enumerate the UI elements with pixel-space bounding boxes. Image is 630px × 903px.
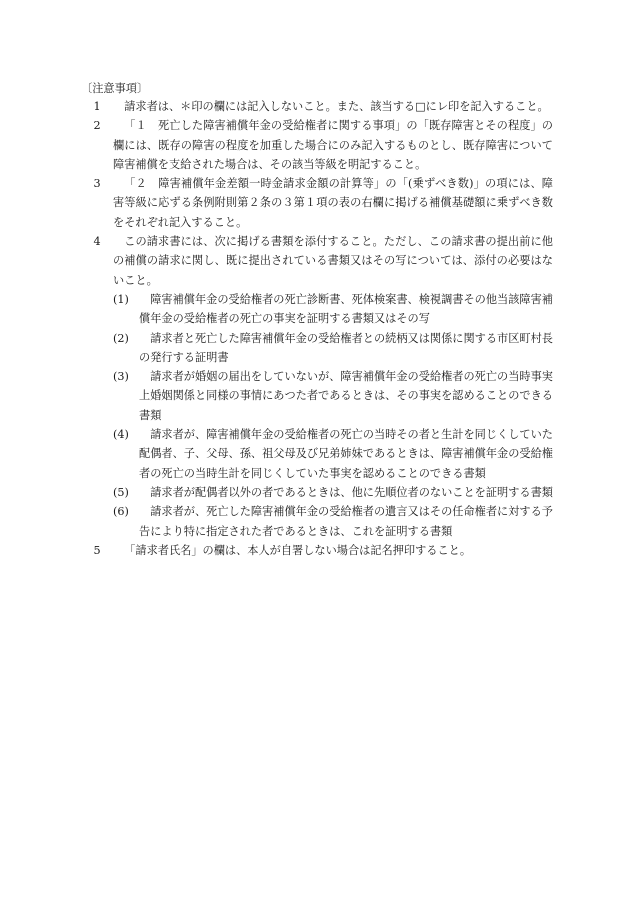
subitem-number: (5) [113,485,129,499]
note-number: 5 [93,543,101,557]
notes-list [81,97,553,560]
note-text: 「２ 障害補償年金差額一時金請求金額の計算等」の「(乗ずべき数)」の項には、障害等級に応ずる条例附則第２条の３第１項の表の右欄に掲げる補償基礎額に乗ずべき数をそれぞれ記入すること。 [113,177,553,229]
note-number: 3 [93,177,101,191]
subitem-text: 請求者が、障害補償年金の受給権者の死亡の当時その者と生計を同じくしていた配偶者、子、父母、孫、祖父母及び兄弟姉妹であるときは、障害補償年金の受給権者の死亡の当時生計を同じくしていた事実を認めることのできる書類 [139,428,553,480]
note-text: 「請求者氏名」の欄は、本人が自署しない場合は記名押印すること。 [124,543,472,557]
subitem-text: 請求者と死亡した障害補償年金の受給権者との続柄又は関係に関する市区町村長の発行する証明書 [139,331,553,364]
subitem-text: 請求者が、死亡した障害補償年金の受給権者の遺言又はその任命権者に対する予告により特に指定された者であるときは、これを証明する書類 [139,505,553,538]
note-item-1 [81,97,553,116]
note-subitem-3 [107,367,553,425]
subitem-number: (1) [113,292,129,306]
subitem-text: 障害補償年金の受給権者の死亡診断書、死体検案書、検視調書その他当該障害補償年金の受給権者の死亡の事実を証明する書類又はその写 [139,292,553,326]
note-item-2 [81,116,553,174]
note-subitem-6 [107,502,553,541]
subitem-text: 請求者が婚姻の届出をしていないが、障害補償年金の受給権者の死亡の当時事実上婚姻関係と同様の事情にあつた者であるときは、その事実を認めることのできる書類 [139,370,553,422]
subitem-number: (2) [113,331,129,345]
note-subitem-1 [107,290,553,329]
subitem-number: (6) [113,505,129,519]
note-item-3 [81,174,553,232]
note-number: 2 [93,119,101,133]
note-number: 1 [93,100,101,113]
subitem-number: (3) [113,370,129,384]
note-subitem-2 [107,329,553,368]
note-item-5 [81,541,553,560]
note-subitem-4 [107,425,553,483]
note-subitem-5 [107,483,553,502]
note-item-4 [81,232,553,290]
note-number: 4 [93,235,101,249]
note-text: 請求者は、＊印の欄には記入しないこと。また、該当する□にレ印を記入すること。 [124,100,549,113]
subitem-number: (4) [113,428,129,442]
note-text: この請求書には、次に掲げる書類を添付すること。ただし、この請求書の提出前に他の補償の請求に関し、既に提出されている書類又はその写については、添付の必要はないこと。 [113,235,553,287]
note-text: 「１ 死亡した障害補償年金の受給権者に関する事項」の「既存障害とその程度」の欄には、既存の障害の程度を加重した場合にのみ記入するものとし、既存障害について障害補償を支給された場合は、その該当等級を明記すること。 [113,119,553,171]
notes-heading: 〔注意事項〕 [81,82,149,95]
subitem-text: 請求者が配偶者以外の者であるときは、他に先順位者のないことを証明する書類 [150,485,553,499]
